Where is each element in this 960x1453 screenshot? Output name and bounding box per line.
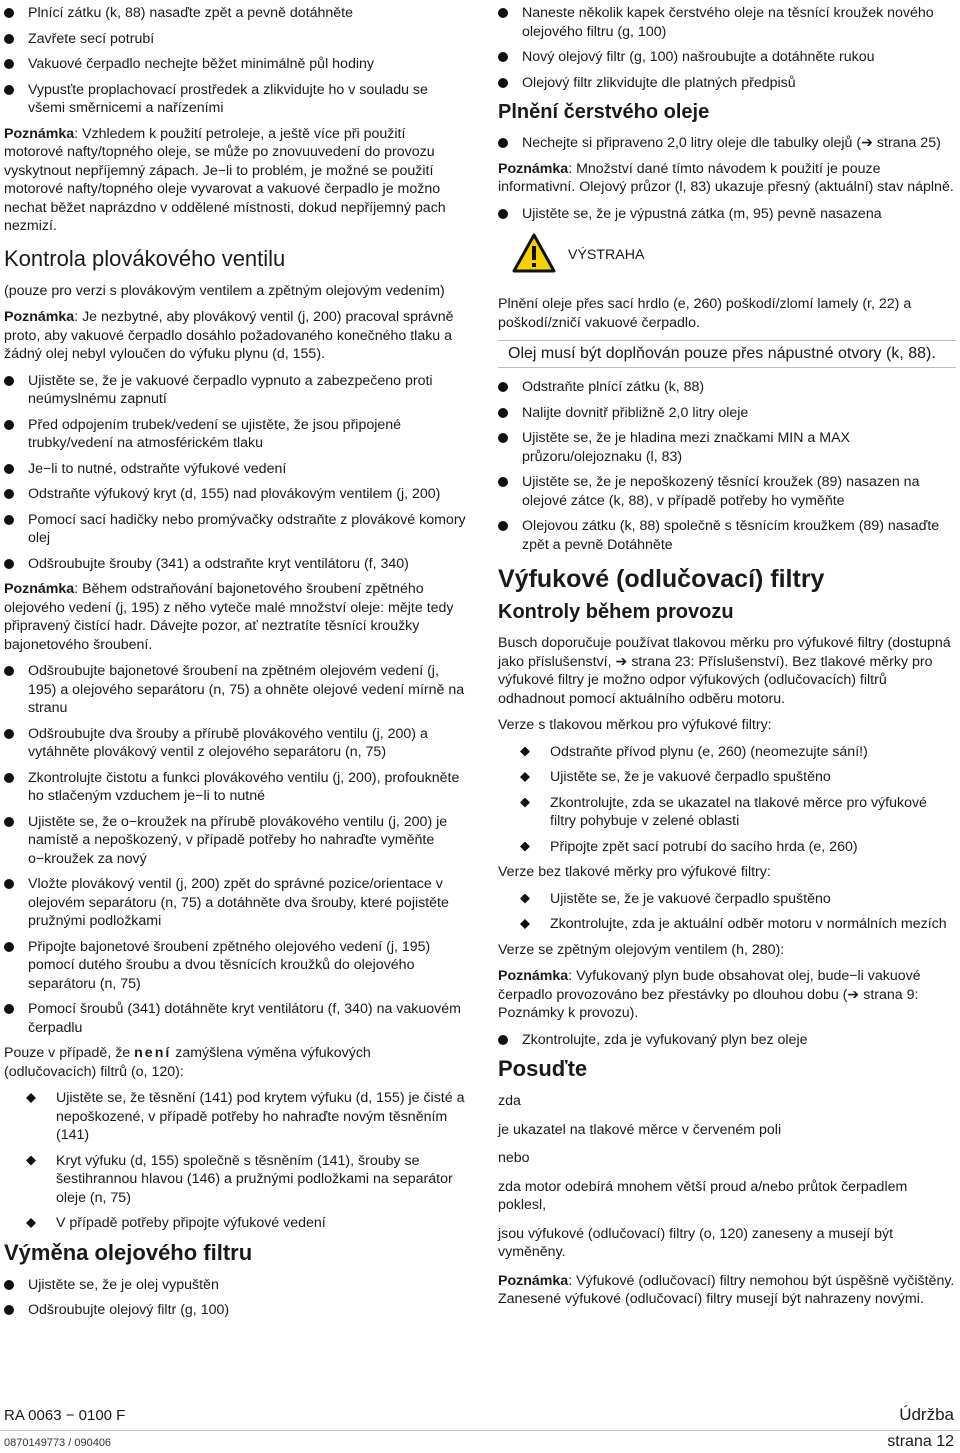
doc-code: 0870149773 / 090406 bbox=[4, 1437, 112, 1449]
bullet-list bbox=[498, 1031, 956, 1050]
list-item-text: Před odpojením trubek/vedení se ujistěte, že jsou připojené trubky/vedení na atmosférickém tlaku bbox=[28, 416, 402, 451]
diamond-list bbox=[498, 890, 956, 934]
list-item bbox=[4, 81, 466, 118]
note: Poznámka: Vzhledem k použití petroleje, a ještě více při použití motorové nafty/topného oleje, se může po znovuuvedení do provozu vyskytnout nepříjemný zápach. Je−li to problém, je možné se použití motorové nafty/topného oleje vyvarovat a vakuové čerpadlo je možno nechat běžet naprázdno v oddělené místnosti, dokud nepříjemný pach nezmizí. bbox=[4, 125, 446, 234]
list-item bbox=[498, 48, 956, 67]
list-item-text: Olejový filtr zlikvidujte dle platných předpisů bbox=[522, 74, 796, 91]
bullet-icon bbox=[498, 382, 508, 392]
paragraph: (pouze pro verzi s plovákovým ventilem a zpětným olejovým vedením) bbox=[4, 282, 445, 299]
list-item bbox=[498, 890, 956, 909]
bullet-icon bbox=[4, 879, 14, 889]
list-item-text: Ujistěte se, že je vakuové čerpadlo spuštěno bbox=[550, 890, 831, 907]
paragraph: Verze bez tlakové měrky pro výfukové filtry: bbox=[498, 864, 771, 880]
list-item-text: Vakuové čerpadlo nechejte běžet minimálně půl hodiny bbox=[28, 56, 374, 72]
list-item bbox=[4, 416, 466, 453]
list-item-text: Nechejte si připraveno 2,0 litry oleje dle tabulky olejů (➔ strana 25) bbox=[522, 135, 941, 151]
list-item-text: Připojte zpět sací potrubí do sacího hrda (e, 260) bbox=[550, 838, 858, 855]
list-item bbox=[498, 768, 956, 787]
list-item bbox=[498, 915, 956, 934]
bullet-icon bbox=[498, 1035, 508, 1045]
list-item-text: Odstraňte přívod plynu (e, 260) (neomezujte sání!) bbox=[550, 743, 868, 760]
bullet-icon bbox=[4, 729, 14, 739]
bullet-icon bbox=[4, 666, 14, 676]
bullet-icon bbox=[4, 489, 14, 499]
bullet-list bbox=[498, 378, 956, 554]
note: Poznámka: Během odstraňování bajonetového šroubení zpětného olejového vedení (j, 195) z něho vyteče malé množství oleje: mějte tedy připravený čistící hadr. Dávejte pozor, ať neztratíte těsnící kroužky bajonetového šroubení. bbox=[4, 581, 454, 653]
diamond-list bbox=[4, 1089, 466, 1233]
list-item-text: Plnící zátku (k, 88) nasaďte zpět a pevně dotáhněte bbox=[28, 5, 353, 21]
right-column bbox=[498, 4, 956, 1317]
list-item-text: V případě potřeby připojte výfukové vedení bbox=[56, 1215, 326, 1231]
list-item-text: Ujistěte se, že těsnění (141) pod krytem výfuku (d, 155) je čisté a nepoškozené, v případě potřeby ho nahraďte novým těsněním (141) bbox=[56, 1090, 465, 1143]
bullet-list bbox=[498, 134, 956, 153]
subsection-heading: Kontroly během provozu bbox=[498, 601, 734, 623]
list-item bbox=[4, 725, 466, 762]
section-heading: Kontrola plovákového ventilu bbox=[4, 245, 286, 271]
list-item bbox=[4, 1301, 466, 1320]
footer-divider bbox=[0, 1430, 960, 1431]
note: Poznámka: Je nezbytné, aby plovákový ventil (j, 200) pracoval správně proto, aby vakuové čerpadlo dosáhlo požadovaného konečného tlaku a žádný olej nebyl vyloučen do výfuku plynu (d, 155). bbox=[4, 309, 454, 362]
list-item bbox=[4, 1089, 466, 1145]
list-item-text: Ujistěte se, že je vakuové čerpadlo vypnuto a zabezpečeno proti neúmyslnému zapnutí bbox=[28, 372, 433, 407]
warning-label: VÝSTRAHA bbox=[568, 247, 645, 263]
list-item bbox=[4, 372, 466, 409]
paragraph: nebo bbox=[498, 1150, 530, 1166]
list-item-text: Zkontrolujte čistotu a funkci plovákového ventilu (j, 200), profoukněte ho stlačeným vzduchem je−li to nutné bbox=[28, 769, 460, 804]
bullet-icon bbox=[4, 8, 14, 18]
list-item-text: Odšroubujte šrouby (341) a odstraňte kryt ventilátoru (f, 340) bbox=[28, 555, 409, 572]
warning-frame: Olej musí být doplňován pouze přes nápustné otvory (k, 88). bbox=[498, 340, 956, 368]
list-item-text: Ujistěte se, že je nepoškozený těsnící kroužek (89) nasazen na olejové zátce (k, 88), v případě potřeby ho vyměňte bbox=[522, 474, 920, 509]
list-item bbox=[498, 838, 956, 857]
bullet-icon bbox=[498, 433, 508, 443]
page-number: strana 12 bbox=[887, 1433, 954, 1450]
paragraph: Pouze v případě, že není zamýšlena výměna výfukových (odlučovacích) filtrů (o, 120): bbox=[4, 1045, 371, 1080]
diamond-bullet-icon bbox=[520, 747, 530, 757]
paragraph: Busch doporučuje používat tlakovou měrku pro výfukové filtry (dostupná jako příslušenství, ➔ strana 23: Příslušenství). Bez tlakové měrky pro výfukové filtry je možno odpor výfukových (odlučovacích) filtrů odhadnout pomocí aktuálního odběru motoru. bbox=[498, 635, 951, 707]
list-item-text: Zkontrolujte, zda je aktuální odběr motoru v normálních mezích bbox=[550, 916, 947, 932]
bullet-icon bbox=[4, 1280, 14, 1290]
list-item-text: Ujistěte se, že o−kroužek na přírubě plovákového ventilu (j, 200) je namístě a nepoškozený, v případě potřeby ho nahraďte vyměňte o−kroužek za nový bbox=[28, 813, 448, 867]
bullet-icon bbox=[498, 138, 508, 148]
list-item bbox=[498, 134, 956, 153]
list-item bbox=[4, 662, 466, 718]
list-item bbox=[498, 429, 956, 466]
paragraph: zda bbox=[498, 1093, 521, 1109]
bullet-icon bbox=[498, 477, 508, 487]
section-name: Údržba bbox=[899, 1405, 954, 1424]
paragraph: je ukazatel na tlakové měrce v červeném poli bbox=[498, 1121, 782, 1138]
list-item-text: Nový olejový filtr (g, 100) našroubujte a dotáhněte rukou bbox=[522, 49, 875, 65]
list-item bbox=[498, 1031, 956, 1050]
section-heading: Výměna olejového filtru bbox=[4, 1239, 253, 1265]
list-item-text: Ujistěte se, že je hladina mezi značkami MIN a MAX průzoru/olejoznaku (l, 83) bbox=[522, 430, 851, 465]
paragraph: zda motor odebírá mnohem větší proud a/nebo průtok čerpadlem poklesl, bbox=[498, 1178, 908, 1213]
list-item bbox=[4, 875, 466, 931]
bullet-icon bbox=[498, 521, 508, 531]
list-item bbox=[498, 378, 956, 397]
bullet-icon bbox=[498, 52, 508, 62]
bullet-icon bbox=[4, 34, 14, 44]
diamond-bullet-icon bbox=[26, 1093, 36, 1103]
list-item-text: Ujistěte se, že je olej vypuštěn bbox=[28, 1276, 219, 1293]
list-item-text: Připojte bajonetové šroubení zpětného olejového vedení (j, 195) pomocí dutého šroubu a dvou těsnících kroužků do olejového separátoru (n, 75) bbox=[28, 938, 431, 992]
list-item bbox=[498, 74, 956, 93]
bullet-icon bbox=[4, 942, 14, 952]
paragraph: Verze s tlakovou měrkou pro výfukové filtry: bbox=[498, 717, 772, 733]
note: Poznámka: Množství dané tímto návodem k použití je pouze informativní. Olejový průzor (l, 83) ukazuje přesný (aktuální) stav náplně. bbox=[498, 160, 954, 195]
diamond-bullet-icon bbox=[26, 1218, 36, 1228]
bullet-list bbox=[498, 4, 956, 92]
list-item bbox=[4, 1152, 466, 1208]
left-column bbox=[4, 4, 466, 1327]
note: Poznámka: Výfukové (odlučovací) filtry nemohou být úspěšně vyčištěny. Zanesené výfukové (odlučovací) filtry musejí být nahrazeny novými. bbox=[498, 1272, 955, 1307]
bullet-icon bbox=[4, 376, 14, 386]
list-item bbox=[4, 769, 466, 806]
diamond-list bbox=[498, 743, 956, 857]
list-item-text: Odstraňte výfukový kryt (d, 155) nad plovákovým ventilem (j, 200) bbox=[28, 486, 441, 502]
bullet-icon bbox=[498, 209, 508, 219]
list-item bbox=[498, 205, 956, 224]
warning-icon bbox=[512, 233, 556, 273]
list-item-text: Odšroubujte bajonetové šroubení na zpětném olejovém vedení (j, 195) a olejového separátoru (n, 75) a ohněte olejové vedení mírně na stranu bbox=[28, 663, 465, 716]
bullet-icon bbox=[4, 773, 14, 783]
list-item bbox=[4, 485, 466, 504]
list-item bbox=[498, 743, 956, 762]
bullet-icon bbox=[4, 559, 14, 569]
diamond-bullet-icon bbox=[520, 894, 530, 904]
diamond-bullet-icon bbox=[26, 1156, 36, 1166]
list-item-text: Vypusťte proplachovací prostředek a zlikvidujte ho v souladu se všemi směrnicemi a nařízeními bbox=[28, 81, 428, 116]
paragraph: Verze se zpětným olejovým ventilem (h, 280): bbox=[498, 941, 785, 958]
list-item-text: Ujistěte se, že je vakuové čerpadlo spuštěno bbox=[550, 769, 831, 785]
bullet-icon bbox=[4, 85, 14, 95]
list-item bbox=[4, 55, 466, 74]
bullet-icon bbox=[4, 1004, 14, 1014]
list-item bbox=[4, 813, 466, 869]
section-heading: Plnění čerstvého oleje bbox=[498, 101, 710, 123]
list-item-text: Nalijte dovnitř přibližně 2,0 litry oleje bbox=[522, 404, 749, 421]
list-item bbox=[4, 1276, 466, 1295]
bullet-list bbox=[4, 4, 466, 118]
list-item bbox=[4, 1214, 466, 1233]
list-item bbox=[4, 4, 466, 23]
list-item-text: Odšroubujte dva šrouby a přírubě plovákového ventilu (j, 200) a vytáhněte plovákový ventil z olejového separátoru (n, 75) bbox=[28, 725, 428, 760]
diamond-bullet-icon bbox=[520, 772, 530, 782]
warning-box bbox=[498, 233, 956, 285]
list-item-text: Zkontrolujte, zda se ukazatel na tlakové měrce pro výfukové filtry pohybuje v zelené oblasti bbox=[550, 794, 927, 829]
doc-id: RA 0063 − 0100 F bbox=[4, 1407, 126, 1424]
list-item-text: Pomocí sací hadičky nebo promývačky odstraňte z plovákové komory olej bbox=[28, 511, 466, 546]
judge-lines bbox=[498, 1092, 956, 1262]
list-item bbox=[4, 1000, 466, 1037]
list-item bbox=[498, 404, 956, 423]
list-item-text: Vložte plovákový ventil (j, 200) zpět do správné pozice/orientace v olejovém separátoru (n, 75) a dotáhněte dva šrouby, které pojistěte pružnými podložkami bbox=[28, 876, 449, 929]
bullet-list bbox=[4, 1276, 466, 1320]
list-item-text: Naneste několik kapek čerstvého oleje na těsnící kroužek nového olejového filtru (g, 100) bbox=[522, 5, 934, 40]
bullet-icon bbox=[4, 464, 14, 474]
list-item-text: Zavřete secí potrubí bbox=[28, 30, 155, 47]
bullet-icon bbox=[4, 1305, 14, 1315]
list-item-text: Odstraňte plnící zátku (k, 88) bbox=[522, 379, 705, 395]
bullet-icon bbox=[4, 817, 14, 827]
list-item bbox=[498, 4, 956, 41]
diamond-bullet-icon bbox=[520, 842, 530, 852]
bullet-icon bbox=[4, 420, 14, 430]
list-item-text: Je−li to nutné, odstraňte výfukové vedení bbox=[28, 460, 287, 477]
list-item-text: Pomocí šroubů (341) dotáhněte kryt ventilátoru (f, 340) na vakuovém čerpadlu bbox=[28, 1001, 461, 1036]
bullet-icon bbox=[498, 408, 508, 418]
list-item bbox=[498, 473, 956, 510]
note: Poznámka: Vyfukovaný plyn bude obsahovat olej, bude−li vakuové čerpadlo provozováno bez přestávky po dlouhou dobu (➔ strana 9: Poznámky k provozu). bbox=[498, 968, 921, 1021]
list-item-text: Kryt výfuku (d, 155) společně s těsněním (141), šrouby se šestihrannou hlavou (146) a pružnými podložkami na separátor oleje (n, 75) bbox=[56, 1152, 453, 1206]
bullet-list bbox=[4, 372, 466, 574]
list-item-text: Olejovou zátku (k, 88) společně s těsnícím kroužkem (89) nasaďte zpět a pevně Dotáhněte bbox=[522, 518, 940, 553]
list-item bbox=[4, 460, 466, 479]
bullet-icon bbox=[498, 78, 508, 88]
paragraph: jsou výfukové (odlučovací) filtry (o, 120) zaneseny a musejí být vyměněny. bbox=[498, 1225, 894, 1260]
diamond-bullet-icon bbox=[520, 919, 530, 929]
bullet-icon bbox=[4, 59, 14, 69]
bullet-list bbox=[4, 662, 466, 1037]
section-heading: Výfukové (odlučovací) filtry bbox=[498, 565, 825, 593]
list-item bbox=[4, 555, 466, 574]
list-item bbox=[4, 511, 466, 548]
diamond-bullet-icon bbox=[520, 798, 530, 808]
warning-text: Plnění oleje přes sací hrdlo (e, 260) poškodí/zlomí lamely (r, 22) a poškodí/zničí vakuové čerpadlo. bbox=[498, 296, 912, 331]
list-item-text: Ujistěte se, že je výpustná zátka (m, 95) pevně nasazena bbox=[522, 205, 882, 222]
list-item bbox=[4, 30, 466, 49]
section-heading: Posuďte bbox=[498, 1056, 588, 1081]
bullet-icon bbox=[498, 8, 508, 18]
list-item bbox=[498, 517, 956, 554]
bullet-icon bbox=[4, 515, 14, 525]
list-item-text: Odšroubujte olejový filtr (g, 100) bbox=[28, 1302, 230, 1318]
list-item-text: Zkontrolujte, zda je vyfukovaný plyn bez oleje bbox=[522, 1031, 808, 1048]
list-item bbox=[498, 794, 956, 831]
list-item bbox=[4, 938, 466, 994]
bullet-list bbox=[498, 205, 956, 224]
